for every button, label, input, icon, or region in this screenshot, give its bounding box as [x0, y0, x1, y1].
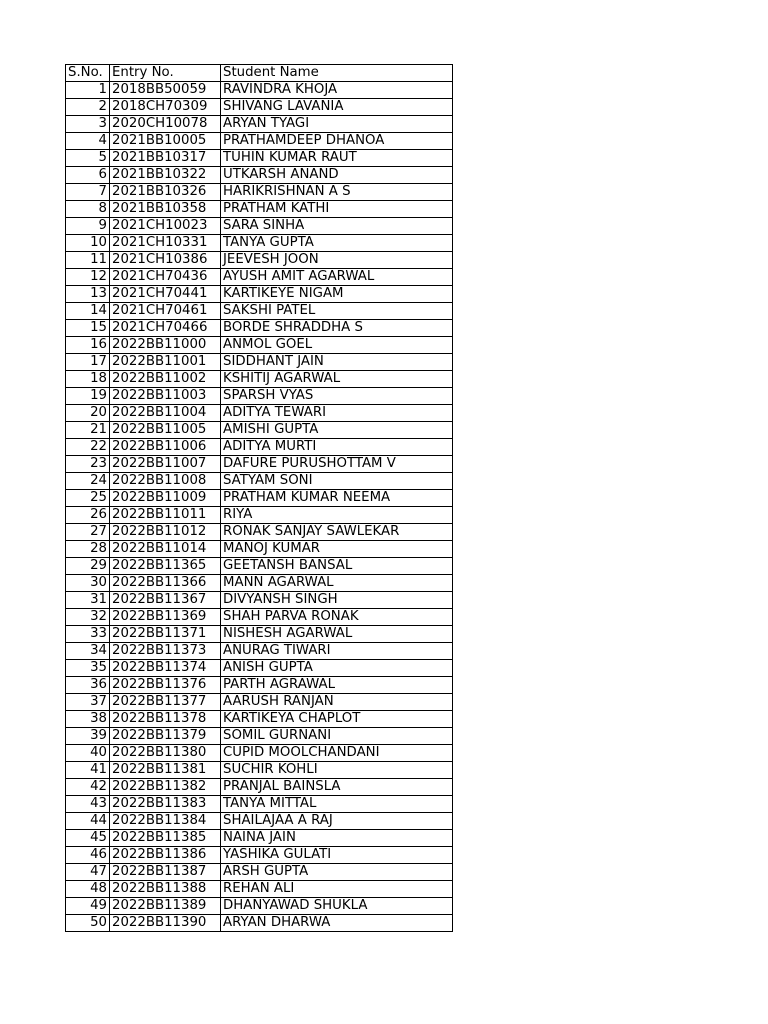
entry-number-cell: 2022BB11373 [110, 643, 221, 660]
student-name-cell: TUHIN KUMAR RAUT [221, 150, 453, 167]
entry-number-cell: 2021BB10317 [110, 150, 221, 167]
table-row [66, 626, 453, 643]
table-row [66, 303, 453, 320]
student-name-cell: ADITYA MURTI [221, 439, 453, 456]
serial-number-cell: 17 [66, 354, 110, 371]
table-row [66, 847, 453, 864]
student-name-cell: DAFURE PURUSHOTTAM V [221, 456, 453, 473]
table-row [66, 184, 453, 201]
table-row [66, 524, 453, 541]
header-entry-number: Entry No. [110, 65, 221, 82]
table-row [66, 473, 453, 490]
entry-number-cell: 2021CH70441 [110, 286, 221, 303]
student-name-cell: HARIKRISHNAN A S [221, 184, 453, 201]
student-name-cell: PRATHAM KUMAR NEEMA [221, 490, 453, 507]
table-row [66, 796, 453, 813]
entry-number-cell: 2022BB11380 [110, 745, 221, 762]
entry-number-cell: 2022BB11004 [110, 405, 221, 422]
table-row [66, 830, 453, 847]
student-name-cell: DHANYAWAD SHUKLA [221, 898, 453, 915]
student-name-cell: SARA SINHA [221, 218, 453, 235]
table-row [66, 541, 453, 558]
student-name-cell: AYUSH AMIT AGARWAL [221, 269, 453, 286]
entry-number-cell: 2022BB11369 [110, 609, 221, 626]
student-name-cell: JEEVESH JOON [221, 252, 453, 269]
table-row [66, 643, 453, 660]
serial-number-cell: 39 [66, 728, 110, 745]
entry-number-cell: 2021CH10023 [110, 218, 221, 235]
student-name-cell: RIYA [221, 507, 453, 524]
table-row [66, 405, 453, 422]
student-name-cell: PRATHAMDEEP DHANOA [221, 133, 453, 150]
serial-number-cell: 36 [66, 677, 110, 694]
student-name-cell: YASHIKA GULATI [221, 847, 453, 864]
table-row [66, 711, 453, 728]
serial-number-cell: 18 [66, 371, 110, 388]
student-name-cell: MANOJ KUMAR [221, 541, 453, 558]
serial-number-cell: 11 [66, 252, 110, 269]
table-row [66, 881, 453, 898]
entry-number-cell: 2021CH70461 [110, 303, 221, 320]
table-row [66, 201, 453, 218]
entry-number-cell: 2022BB11006 [110, 439, 221, 456]
student-name-cell: DIVYANSH SINGH [221, 592, 453, 609]
student-list-table [65, 64, 453, 932]
table-row [66, 779, 453, 796]
entry-number-cell: 2022BB11009 [110, 490, 221, 507]
table-row [66, 609, 453, 626]
student-name-cell: MANN AGARWAL [221, 575, 453, 592]
student-name-cell: TANYA GUPTA [221, 235, 453, 252]
serial-number-cell: 3 [66, 116, 110, 133]
entry-number-cell: 2022BB11374 [110, 660, 221, 677]
table-row [66, 575, 453, 592]
serial-number-cell: 48 [66, 881, 110, 898]
table-body [66, 82, 453, 932]
header-student-name: Student Name [221, 65, 453, 82]
table-row [66, 864, 453, 881]
entry-number-cell: 2022BB11390 [110, 915, 221, 932]
table-row [66, 813, 453, 830]
serial-number-cell: 31 [66, 592, 110, 609]
serial-number-cell: 7 [66, 184, 110, 201]
student-name-cell: KSHITIJ AGARWAL [221, 371, 453, 388]
serial-number-cell: 2 [66, 99, 110, 116]
entry-number-cell: 2022BB11383 [110, 796, 221, 813]
entry-number-cell: 2022BB11385 [110, 830, 221, 847]
entry-number-cell: 2022BB11014 [110, 541, 221, 558]
serial-number-cell: 49 [66, 898, 110, 915]
entry-number-cell: 2021CH10331 [110, 235, 221, 252]
table-row [66, 82, 453, 99]
serial-number-cell: 28 [66, 541, 110, 558]
serial-number-cell: 15 [66, 320, 110, 337]
entry-number-cell: 2021BB10322 [110, 167, 221, 184]
student-name-cell: ANURAG TIWARI [221, 643, 453, 660]
entry-number-cell: 2022BB11371 [110, 626, 221, 643]
table-row [66, 422, 453, 439]
student-name-cell: REHAN ALI [221, 881, 453, 898]
student-name-cell: ARSH GUPTA [221, 864, 453, 881]
serial-number-cell: 42 [66, 779, 110, 796]
entry-number-cell: 2021CH10386 [110, 252, 221, 269]
entry-number-cell: 2021BB10358 [110, 201, 221, 218]
serial-number-cell: 33 [66, 626, 110, 643]
table-row [66, 762, 453, 779]
student-name-cell: KARTIKEYA CHAPLOT [221, 711, 453, 728]
serial-number-cell: 22 [66, 439, 110, 456]
entry-number-cell: 2022BB11378 [110, 711, 221, 728]
student-name-cell: AARUSH RANJAN [221, 694, 453, 711]
student-name-cell: PRATHAM KATHI [221, 201, 453, 218]
entry-number-cell: 2022BB11376 [110, 677, 221, 694]
entry-number-cell: 2022BB11007 [110, 456, 221, 473]
table-row [66, 286, 453, 303]
serial-number-cell: 43 [66, 796, 110, 813]
student-name-cell: SIDDHANT JAIN [221, 354, 453, 371]
serial-number-cell: 44 [66, 813, 110, 830]
serial-number-cell: 29 [66, 558, 110, 575]
table-row [66, 592, 453, 609]
entry-number-cell: 2022BB11001 [110, 354, 221, 371]
entry-number-cell: 2022BB11388 [110, 881, 221, 898]
serial-number-cell: 8 [66, 201, 110, 218]
student-name-cell: SATYAM SONI [221, 473, 453, 490]
serial-number-cell: 30 [66, 575, 110, 592]
serial-number-cell: 41 [66, 762, 110, 779]
table-row [66, 337, 453, 354]
entry-number-cell: 2021CH70466 [110, 320, 221, 337]
serial-number-cell: 24 [66, 473, 110, 490]
table-row [66, 456, 453, 473]
student-name-cell: ANISH GUPTA [221, 660, 453, 677]
serial-number-cell: 6 [66, 167, 110, 184]
serial-number-cell: 25 [66, 490, 110, 507]
serial-number-cell: 38 [66, 711, 110, 728]
entry-number-cell: 2020CH10078 [110, 116, 221, 133]
serial-number-cell: 9 [66, 218, 110, 235]
serial-number-cell: 10 [66, 235, 110, 252]
table-row [66, 439, 453, 456]
student-name-cell: RAVINDRA KHOJA [221, 82, 453, 99]
entry-number-cell: 2022BB11366 [110, 575, 221, 592]
header-row [66, 65, 453, 82]
serial-number-cell: 27 [66, 524, 110, 541]
serial-number-cell: 16 [66, 337, 110, 354]
entry-number-cell: 2022BB11002 [110, 371, 221, 388]
student-name-cell: ANMOL GOEL [221, 337, 453, 354]
entry-number-cell: 2022BB11382 [110, 779, 221, 796]
entry-number-cell: 2022BB11008 [110, 473, 221, 490]
table-row [66, 677, 453, 694]
table-row [66, 99, 453, 116]
student-name-cell: AMISHI GUPTA [221, 422, 453, 439]
serial-number-cell: 32 [66, 609, 110, 626]
serial-number-cell: 47 [66, 864, 110, 881]
entry-number-cell: 2022BB11365 [110, 558, 221, 575]
entry-number-cell: 2022BB11387 [110, 864, 221, 881]
entry-number-cell: 2022BB11384 [110, 813, 221, 830]
entry-number-cell: 2021CH70436 [110, 269, 221, 286]
entry-number-cell: 2022BB11011 [110, 507, 221, 524]
serial-number-cell: 40 [66, 745, 110, 762]
table-row [66, 116, 453, 133]
table-row [66, 745, 453, 762]
entry-number-cell: 2021BB10005 [110, 133, 221, 150]
table-row [66, 371, 453, 388]
student-name-cell: TANYA MITTAL [221, 796, 453, 813]
entry-number-cell: 2022BB11379 [110, 728, 221, 745]
serial-number-cell: 1 [66, 82, 110, 99]
student-name-cell: ARYAN TYAGI [221, 116, 453, 133]
student-name-cell: CUPID MOOLCHANDANI [221, 745, 453, 762]
serial-number-cell: 4 [66, 133, 110, 150]
table-row [66, 660, 453, 677]
table-row [66, 507, 453, 524]
table-row [66, 218, 453, 235]
table-row [66, 150, 453, 167]
header-serial-number: S.No. [66, 65, 110, 82]
table-row [66, 133, 453, 150]
table-row [66, 269, 453, 286]
serial-number-cell: 35 [66, 660, 110, 677]
student-name-cell: SPARSH VYAS [221, 388, 453, 405]
serial-number-cell: 13 [66, 286, 110, 303]
serial-number-cell: 26 [66, 507, 110, 524]
student-name-cell: SHIVANG LAVANIA [221, 99, 453, 116]
table-row [66, 728, 453, 745]
student-name-cell: PRANJAL BAINSLA [221, 779, 453, 796]
student-name-cell: PARTH AGRAWAL [221, 677, 453, 694]
student-name-cell: GEETANSH BANSAL [221, 558, 453, 575]
serial-number-cell: 20 [66, 405, 110, 422]
entry-number-cell: 2018CH70309 [110, 99, 221, 116]
table-row [66, 898, 453, 915]
serial-number-cell: 5 [66, 150, 110, 167]
table-row [66, 388, 453, 405]
entry-number-cell: 2022BB11367 [110, 592, 221, 609]
table-row [66, 354, 453, 371]
serial-number-cell: 37 [66, 694, 110, 711]
table-row [66, 167, 453, 184]
table-row [66, 235, 453, 252]
student-name-cell: NAINA JAIN [221, 830, 453, 847]
serial-number-cell: 45 [66, 830, 110, 847]
student-name-cell: KARTIKEYE NIGAM [221, 286, 453, 303]
student-name-cell: ADITYA TEWARI [221, 405, 453, 422]
serial-number-cell: 50 [66, 915, 110, 932]
table-row [66, 694, 453, 711]
serial-number-cell: 34 [66, 643, 110, 660]
entry-number-cell: 2022BB11389 [110, 898, 221, 915]
table-row [66, 490, 453, 507]
student-name-cell: SOMIL GURNANI [221, 728, 453, 745]
entry-number-cell: 2022BB11000 [110, 337, 221, 354]
entry-number-cell: 2022BB11381 [110, 762, 221, 779]
entry-number-cell: 2021BB10326 [110, 184, 221, 201]
serial-number-cell: 21 [66, 422, 110, 439]
entry-number-cell: 2022BB11386 [110, 847, 221, 864]
serial-number-cell: 12 [66, 269, 110, 286]
student-name-cell: UTKARSH ANAND [221, 167, 453, 184]
student-name-cell: RONAK SANJAY SAWLEKAR [221, 524, 453, 541]
serial-number-cell: 19 [66, 388, 110, 405]
table-row [66, 558, 453, 575]
student-name-cell: SUCHIR KOHLI [221, 762, 453, 779]
student-name-cell: SHAH PARVA RONAK [221, 609, 453, 626]
entry-number-cell: 2022BB11005 [110, 422, 221, 439]
student-name-cell: ARYAN DHARWA [221, 915, 453, 932]
table-row [66, 915, 453, 932]
entry-number-cell: 2022BB11012 [110, 524, 221, 541]
entry-number-cell: 2018BB50059 [110, 82, 221, 99]
table-row [66, 252, 453, 269]
table-row [66, 320, 453, 337]
student-name-cell: SHAILAJAA A RAJ [221, 813, 453, 830]
entry-number-cell: 2022BB11377 [110, 694, 221, 711]
student-name-cell: BORDE SHRADDHA S [221, 320, 453, 337]
student-name-cell: SAKSHI PATEL [221, 303, 453, 320]
entry-number-cell: 2022BB11003 [110, 388, 221, 405]
serial-number-cell: 14 [66, 303, 110, 320]
serial-number-cell: 46 [66, 847, 110, 864]
serial-number-cell: 23 [66, 456, 110, 473]
student-name-cell: NISHESH AGARWAL [221, 626, 453, 643]
